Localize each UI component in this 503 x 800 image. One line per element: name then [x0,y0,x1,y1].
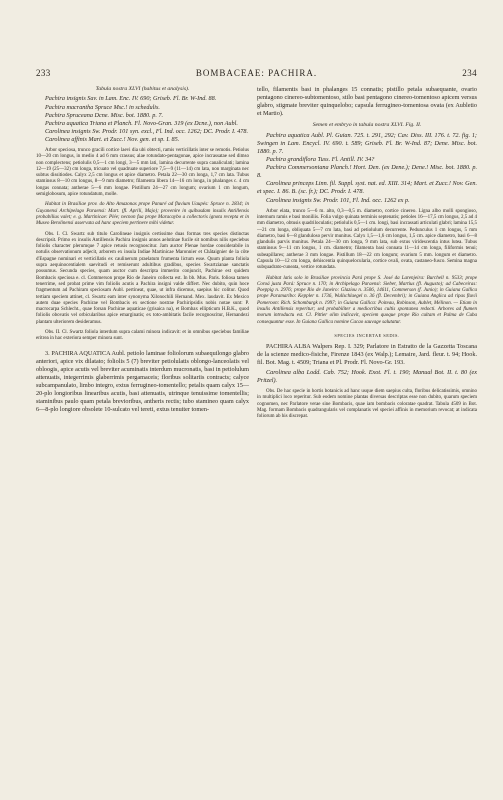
synonym: Pachira Commersoniana Planch.! Hort. Den. (ex Dene.); Dene.! Misc. bot. 1880. p. 8. [257,164,477,180]
running-header [36,68,477,82]
synonym: Carolinea insignis Sw. Prodr. 101, Fl. Ind. occ. 1262 ex p. [266,196,410,204]
synonym: Pachira insignis Sav. in Lam. Enc. IV. 690; Griseb. Fl. Br. W-Ind. 88. [45,95,217,103]
plate-caption: Semen et embryo in tabula nostra XLVI. Fig. II. [312,122,422,129]
description: Arbor speciosa, trunco gracili cortice laevi dia ubi obtecti, ramis verticillatis inter se remotis. Petiolus 10—20 cm longus, in medio 4 ad 6 mm crassus; alae rotundato-pentagonae, apice incrassatae sed dimso non complectens; petiolulis 0,5—1 cm longi, 3—5 mm lati, lamina decurrente supra canaliculati; lamina 12—19 (25—32) cm longa, tricuato vel quadruate superiore 7,5—9 (11—14) cm lata, non marginata nec subtus dissitiodes. Calyx 2,5 cm longus et apice diametro. Petala 22—30 cm longa, 1,7 cm lata. Tubus staminsus 8—10 cm longus, 8—9 mm diametro; filamenta libera 14—16 cm longa, in phalanges c. 4 cm longas connata; antherae 5—6 mm longae. Pistillum 24—27 cm longum; ovarium 1 cm longum, semiglobosum, apice rotundatum, molle. [36,147,249,198]
synonym: Pachira macrantha Spruce Msc.! in schedulis. [45,103,160,111]
species-heading: PACHIRA ALBA Walpers Rep. I. 329; Parlatore in Estratto de la Gazzetta Toscana de la scienze medico-fisiche, Firenze 1843 (ex Walp.); Lemaire, Jard. fleur. t. 94; Hook. fil. Bot. Mag. t. 4509; Triana et Pl. Prodr. Fl. Novo-Gr. 193. [257,342,477,366]
right-column [257,86,477,792]
page-number-left: 233 [36,68,51,78]
synonym: Carolinea insignis Sw. Prodr. 101 syn. excl., Fl. Ind. occ. 1262; DC. Prodr. I. 478. [45,127,249,135]
synonym: Carolinea alba Lodd. Cab. 752; Hook. Exot. Fl. t. 190; Manual Bot. II. t. 80 (ex Pritzel). [257,368,477,384]
running-title: BOMBACEAE: PACHIRA. [195,68,318,78]
section-heading: SPECIES INCERTAE SEDIS. [334,332,400,338]
description: Arbor elata, trunco 5—6 m. alto, 0,3—0,5 m. diametro, cortice cinereo. Ligna albo molli spongioso, internum ramis e basi moniliis. Folia vulgo quinata terminis septenatis; petioles 16—17,5 cm longus, 2,5 ad 4 mm diametro, obtusis quadriloculatis; petiolulis 0,5—1 cm. longi, basi incrassati articulati glabri; lamina 15,5—21 cm longa, obliquata 5—7 cm lata, basi ad petiolulum decurrente. Pedunculus 1 cm longus, 5 mm diametro, basi 6—8 glanduloso pervir munitus. Calyx 1,5—1,6 cm longus, 1,5 cm. apice diametro, basi 6—8 glandulis parvis munitus. Petala 24—30 cm longa, 9 mm lata, sub extus viridescentia intus lutea. Tubus staminsus 9—11 cm longus, 1 cm. diametro; filamenta basi connata 11—14 cm longa, filiformis tenui; subeapillares; antherae 3 mm longae. Pistillum 18—22 cm longum; ovarium 5 mm. longum et diametro. Capsula 10—12 cm longa, dehiscentia quinquelocularia, cortice ovali, ovata, castaneo-fusco. Semina magna subquadrato-cuneata, vertice rotundata. [257,208,477,271]
plate-caption: Tabula nostra XLVI (habitus et analysis). [95,86,190,92]
synonym: Pachira grandiflora Tuss. Fl. Antill. IV. 34? [266,156,375,164]
habitat: Habitat latis solo in Brasiliae provincia Pará prope S. José da Larenjeira: Burchell n. 9533; prope Coroá justa Pará: Spruce n. 170; in Archipelago Paraensi: Sieber, Martius (fl. Augusto); ad Cabeceiras: Poeppig n. 2976; prope Rio de Janeiro: Glaziou n. 3506, 14611, Commerson (f. Junio); in Guiana Gallica prope Paramaribo: Keppler n. 1736, Wullschlaegel n. 36 (fl. Decembri); in Guiana Anglica ad ripas fluvii Pomeroon: Rich. Schomburgk n. 1997; in Guiana Gallica: Poiteau, Robinson, Aublet, Mélinon. — Etiam in insulis Antillensis reperitur; sed probabiliter a mediocribus cultis spontanea redocti. Arbores ad flumen morum introductu est. Cl. Pittier olim indicavit, speciem quoque prope Rio cultam et Palma de Cuba consequuntur esse. In Guiana Gallica nomine Cacao sauvage salutatur. [257,275,477,325]
synonym: Pachira Spruceana Dcne. Misc. bot. 1880. p. 7. [45,111,164,119]
left-column [36,86,249,792]
diagnosis-continued: tello, filamentis basi in phalanges 15 connatis; pistillo petala subaequante, ovario pentagono cinereo-subtomentoso, stilo basi pentagono cinereo-tomentoso apicem versus glabro, stigmate breviter quinquelobo; capsula ferrugineo-tomentosa ovata (ex Aubletio et Martio). [257,86,477,118]
observation: Obs. II. Cl. Swartz foliola interdum supra calami minora indicavit: et in omnibus speciebus familiae eritrea in hac exteriora semper minora sunt. [36,329,249,342]
observation: Obs. I. Cl. Swartz sub titulo Carolineae insignis certissime duas formas tres species distinctas descripsit. Primo ex insulis Antillensis Pachira insignis annos aelutinae fucile sit nomibus nilis speciebus foliolis character plerumque 7 apice retusis recognoscitur. Jam auctor Plenae hordae considerabile in notulis observationum adjecit, arborem ex insula Indiae Martinicae Maronnier et Châtaignier de la côte d'Espagne nominari et verticillatis ex caulinerum praelatum frumenta lictum esse. Quum planta foliola supra aequinocentialem saevitudi et remiserunt adultibus gradibus, species Swartzianae sanctatis possumus. Secunda species, quam auctor cum descripta immerito conjuncit, Pachirae est quidem Bombacis speciosa e. cl. Commerson prope Rio de Janeiro collecta est. In bb. Mus. Paris. foliosa tamen tenerrime, sed probat prime vim foliolis acutis a Pachira insigni valde differt. Nec dubito, quin hoce fragmentum ad Pachiram speciosam Aubl. pertineat, quae, ut infra dicemus, saepius hic colitur. Quod tertiam speciem attinet, cl. Swartz eam inter synonyma Xilonochili Hernand. Mex. laudavit. Ex Mexico autem duae species Pachirae vel Bombacis ex sectione nostrae Pachiripsidis nobis notae sunt: P. macrocarpa Schlecht., quae forsan Pachirae aquaticae (grisaica na), et Bombax ellipticum H.B.K., quod foliolis obovatis vel orbicularibus apice emarginatis; ex toto-ambitatis facile recognoscitur, Hernandezi plantam ulteriorem desideramus. [36,231,249,325]
synonym: Carolinea princeps Linn. fil. Suppl. syst. nat. ed. XIII. 314; Mart. et Zucc.! Nov. Gen. et spec. I. 86. B. (sc. fr.); DC. Prodr. I. 478. [257,180,477,196]
species-diagnosis: 3. PACHIRA AQUATICA Aubl. petiolo laminae foliolorum subaequilongo glabro anteriori, apice vix dilatato; foliolis 5 (7) breviter petiolulatis oblongo-lanceolatis vel obloogis, apice acutis vel breviter acuminatis interdum mucronatis, basi in petiolulum attenuatis, integerrimis glaberrimis pergamaceis; floribus solitariis contracts; calyce subcampanulato, limbo integro, extus ferrugineo-tomentello; petalis quam calyx 15—20-plo longioribus linearibus acutis, basi attenuatis, utrinque tenuissime tomentellis; staminibus paulo quam petala brevioribus, antheris rectis; tubo stamineo quam calyx 6—8-plo longiore obsolete 10-sulcato vel tereti, extus tenuiter tomen- [36,349,249,414]
synonym: Pachira aquatica Aubl. Pl. Guian. 725. t. 291, 292; Cav. Diss. III. 176. t. 72. fig. 1; Swingen in Lam. Encycl. IV. 690. t. 589; Griseb. Fl. Br. W-Ind. 87; Dene. Misc. bot. 1880. p. 7. [257,131,477,155]
habitat: Habitat in Brasiliae prov. do Alto Amazonas prope Panuré ad fluvium Uaupés: Spruce n. 2834; in Guyanensi Archipelago Paraensi: Mart. (fl. Aprili, Majo); provenire in quibusdam insulis Antillensis probabilius valet; e. g. Martinicae: Plée; necnon fua prope Maracaybo a collectoris ignota recepta et in Museo Berolinensi asservata ad hanc speciem pertinere mihi videtur. [36,202,249,227]
synonym: Carolinea affinis Mart. et Zucc.! Nov. gen. et sp. I. 85. [45,135,180,143]
observation: Obs. De hac specie in hortis botanicis ad hanc usque diem saepius culta, floribus delicatissimis, omnino in multiplici loco reperitur. Sub eodem nomine plantas diversas descriptas esse non dubito, quarum speciem cognomen, nec Parlatore verae sine Bombacis, quae iam bombacis coloratae quadrat. Tabula 4509 in Bot. Mag. formam Bombacis quadrangularis vel complanatis vel speciei affinis in memorium revocat; at indicata foliorum ab his discrepat. [257,389,477,420]
synonym: Pachira aquatica Triana et Planch. Fl. Novo-Gran. 319 (ex Dcne.), non Aubl. [45,119,238,127]
page-number-right: 234 [462,68,477,78]
